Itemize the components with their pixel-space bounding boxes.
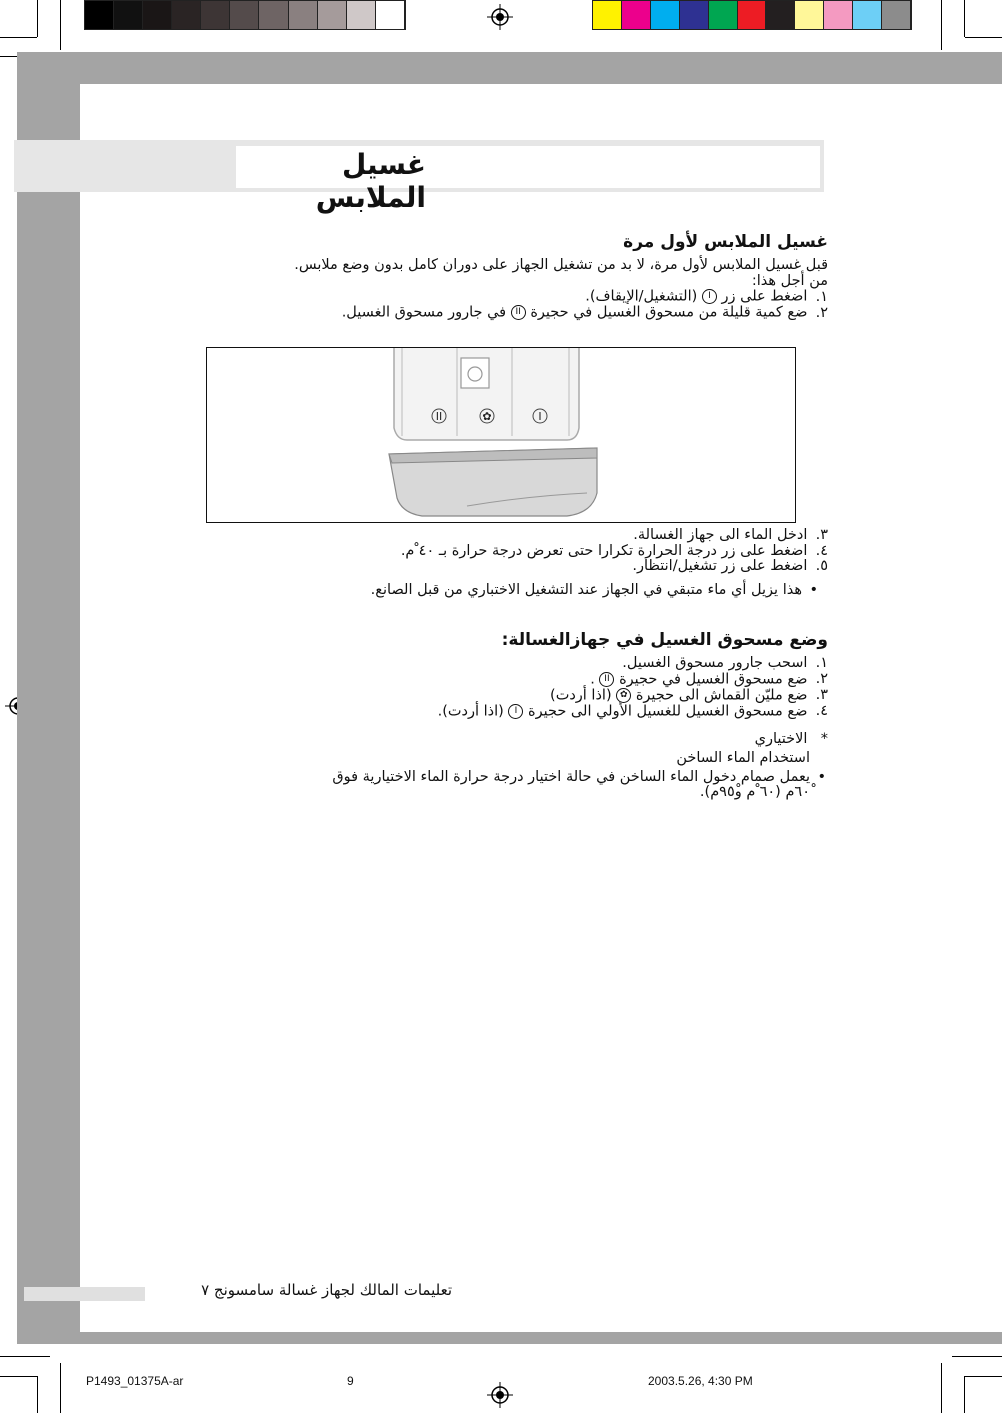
note-item <box>160 770 828 801</box>
crop-mark <box>37 0 38 37</box>
slug-date: 2003.5.26, 4:30 PM <box>648 1374 753 1388</box>
page-title: غسيل الملابس <box>315 148 426 214</box>
color-calibration-bar <box>592 0 912 30</box>
footer-text: تعليمات المالك لجهاز غسالة سامسونج ٧ <box>201 1281 452 1299</box>
step-text: ضع كمية قليلة من مسحوق الغسيل في حجيرة <box>530 304 808 321</box>
asterisk: * <box>820 730 828 747</box>
step-text: ضع مسحوق الغسيل للغسيل الأولي الى حجيرة <box>528 703 808 719</box>
color-swatch <box>318 1 347 29</box>
content-section-1b <box>160 528 828 598</box>
hot-water-list <box>160 770 828 801</box>
step-number: ٢. <box>815 304 828 321</box>
step-number: ٢. <box>815 671 828 687</box>
section-heading: وضع مسحوق الغسيل في جهازالغسالة: <box>501 630 828 650</box>
color-swatch <box>289 1 318 29</box>
detergent-drawer-illustration <box>207 348 794 521</box>
color-swatch <box>347 1 376 29</box>
color-swatch <box>201 1 230 29</box>
compartment-label: II <box>435 410 443 423</box>
step-text: ادخل الماء الى جهاز الغسالة. <box>633 527 808 543</box>
hot-water-title: استخدام الماء الساخن <box>676 750 810 766</box>
crop-mark <box>60 0 61 50</box>
intro-text: قبل غسيل الملابس لأول مرة، لا بد من تشغيل الجهاز على دوران كامل بدون وضع ملابس. <box>294 257 828 273</box>
color-swatch <box>680 1 709 29</box>
registration-mark-bottom-icon <box>487 1382 513 1408</box>
optional-block <box>160 732 828 801</box>
step-text: ضع مليّن القماش الى حجيرة <box>635 687 808 703</box>
steps-list <box>160 656 828 720</box>
power-symbol-icon: I <box>702 289 717 304</box>
step-text: (اذا أردت). <box>437 703 504 719</box>
slug-page: 9 <box>347 1374 354 1388</box>
color-swatch <box>143 1 172 29</box>
crop-mark <box>964 1376 965 1413</box>
note-text: ٦٠ْم (٦٠ ْم و٩٥ْم). <box>699 784 810 800</box>
color-swatch <box>376 1 405 29</box>
detergent-drawer-figure <box>206 347 796 523</box>
color-swatch <box>853 1 882 29</box>
footer-bar <box>24 1287 145 1301</box>
list-item <box>160 559 828 575</box>
color-swatch <box>114 1 143 29</box>
content-section-1 <box>160 232 828 321</box>
note-list <box>160 583 828 599</box>
color-swatch <box>622 1 651 29</box>
list-item <box>160 544 828 560</box>
list-item <box>160 688 828 704</box>
list-item <box>160 656 828 672</box>
crop-mark <box>60 1363 61 1413</box>
crop-mark <box>37 1376 38 1413</box>
color-swatch <box>85 1 114 29</box>
intro-text: من أجل هذا: <box>751 272 828 289</box>
registration-mark-top-icon <box>487 4 513 30</box>
color-swatch <box>709 1 738 29</box>
list-item <box>160 528 828 544</box>
step-number: ٤. <box>815 703 828 719</box>
crop-mark <box>952 1356 1002 1357</box>
step-text: في جارور مسحوق الغسيل. <box>341 304 507 321</box>
gray-calibration-bar <box>84 0 406 30</box>
step-text: ضع مسحوق الغسيل في حجيرة <box>619 671 808 687</box>
content-section-2 <box>160 630 828 801</box>
crop-mark <box>965 37 1002 38</box>
step-text: . <box>590 671 595 687</box>
step-number: ٣. <box>815 527 828 543</box>
color-swatch <box>882 1 911 29</box>
color-swatch <box>259 1 288 29</box>
compartment-label: ✿ <box>482 410 492 423</box>
step-text: (التشغيل/الإيقاف). <box>585 288 698 305</box>
crop-mark <box>941 1363 942 1413</box>
color-swatch <box>795 1 824 29</box>
crop-mark <box>964 0 965 37</box>
color-swatch <box>230 1 259 29</box>
prewash-compartment-icon: I <box>508 704 523 719</box>
step-number: ١. <box>815 288 828 305</box>
color-swatch <box>172 1 201 29</box>
list-item <box>160 704 828 720</box>
main-wash-compartment-icon: II <box>511 305 526 320</box>
note-text: • يعمل صمام دخول الماء الساخن في حالة اختيار درجة حرارة الماء الاختيارية فوق <box>332 768 810 785</box>
color-swatch <box>651 1 680 29</box>
color-swatch <box>593 1 622 29</box>
optional-text: الاختياري <box>754 730 808 747</box>
main-wash-compartment-icon: II <box>599 672 614 687</box>
list-item <box>160 672 828 688</box>
slug-file: P1493_01375A-ar <box>86 1374 184 1388</box>
step-text: (اذا أردت) <box>550 687 612 703</box>
step-number: ١. <box>815 655 828 671</box>
crop-mark <box>0 1356 50 1357</box>
list-item <box>160 305 828 321</box>
steps-list <box>160 289 828 321</box>
step-text: اضغط على زر درجة الحرارة تكرارا حتى تعرض درجة حرارة بـ ٤٠ ْم. <box>400 542 808 559</box>
step-text: اضغط على زر تشغيل/انتظار. <box>632 558 808 574</box>
crop-mark <box>0 37 37 38</box>
steps-list <box>160 528 828 575</box>
compartment-label: I <box>538 410 542 423</box>
list-item <box>160 289 828 305</box>
step-number: ٣. <box>815 687 828 703</box>
step-number: ٥. <box>815 558 828 574</box>
step-text: اسحب جارور مسحوق الغسيل. <box>622 655 808 671</box>
crop-mark <box>0 1376 37 1377</box>
step-number: ٤. <box>815 542 828 559</box>
color-swatch <box>766 1 795 29</box>
color-swatch <box>824 1 853 29</box>
optional-label <box>160 732 828 748</box>
crop-mark <box>941 0 942 50</box>
crop-mark <box>965 1376 1002 1377</box>
section-heading: غسيل الملابس لأول مرة <box>623 232 828 252</box>
color-swatch <box>738 1 767 29</box>
softener-compartment-icon: ✿ <box>616 688 631 703</box>
note-item: • هذا يزيل أي ماء متبقي في الجهاز عند التشغيل الاختباري من قبل الصانع. <box>160 583 820 599</box>
step-text: اضغط على زر <box>721 288 808 305</box>
